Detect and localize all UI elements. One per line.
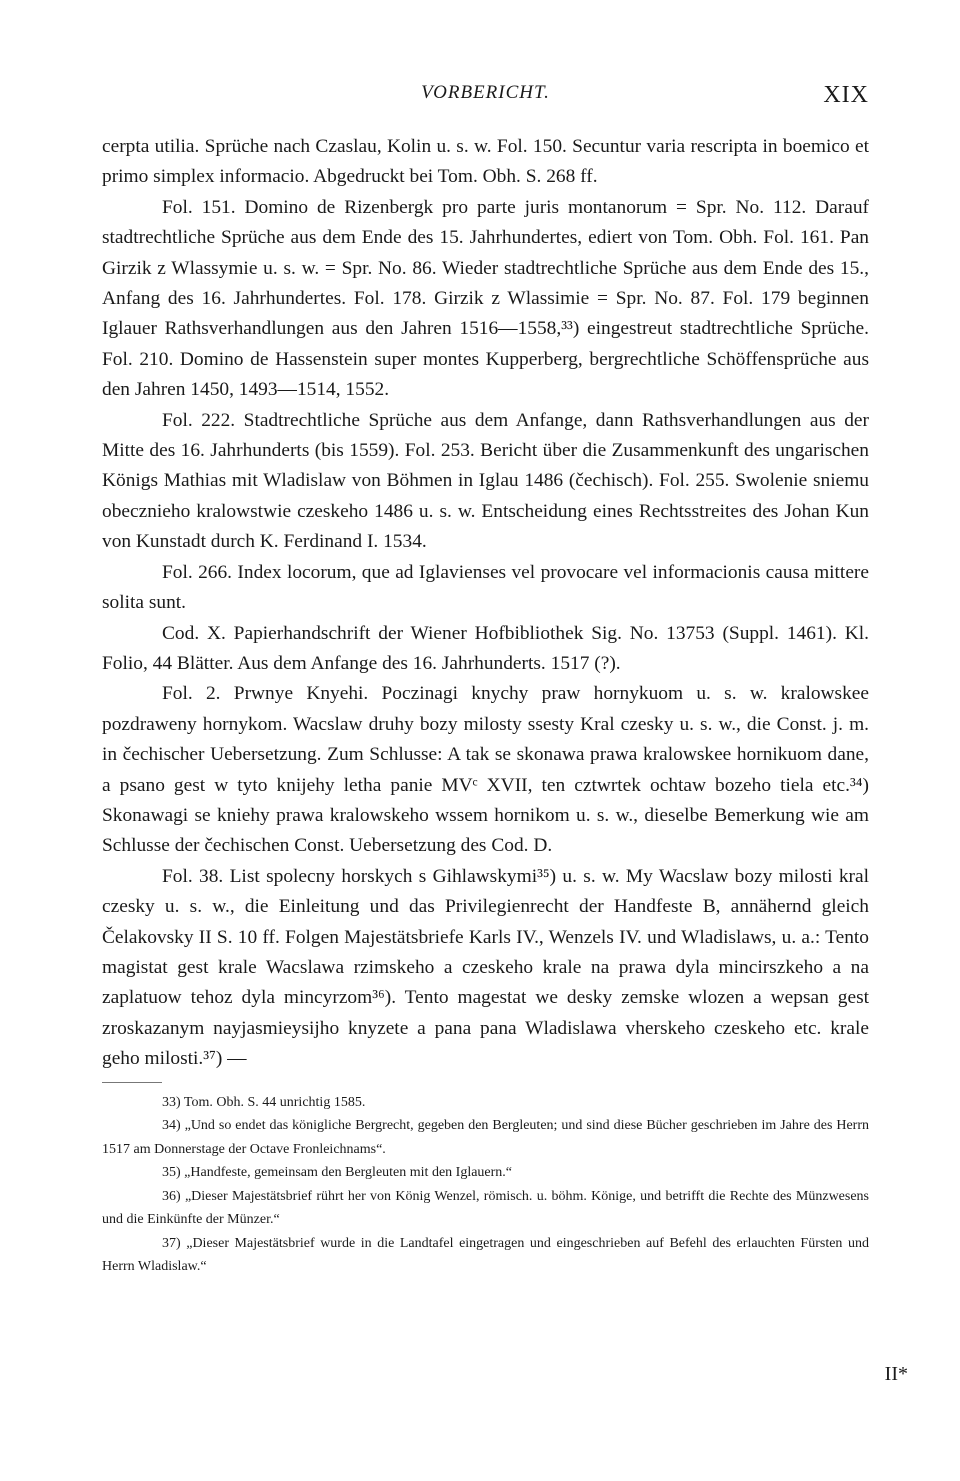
paragraph: Fol. 38. List spolecny horskych s Gihlawskymi³⁵) u. s. w. My Wacslaw bozy milosti kral czesky u. s. w., die Einleitung und das Privilegienrecht der Handfeste B, annähernd gleich Čelakovsky II S. 10 ff. Folgen Majestätsbriefe Karls IV., Wenzels IV. und Wladislaws, u. a.: Tento magistat gest krale Wacslawa rzimskeho a czeskeho krale na prawa dyla mincirszkeho a na zaplatuow tehoz dyla mincyrzom³⁶). Tento magestat we desky zemske wlozen a wepsan gest zroskazanym nayjasmieysijho knyzete a pana pana Wladislawa vherskeho czeskeho etc. krale geho milosti.³⁷) — (102, 865, 869, 1070)
footnotes (102, 1091, 869, 1279)
paragraph: Fol. 151. Domino de Rizenbergk pro parte juris montanorum = Spr. No. 112. Darauf stadtrechtliche Sprüche aus dem Ende des 15. Jahrhundertes, ediert von Tom. Obh. Fol. 161. Pan Girzik z Wlassymie u. s. w. = Spr. No. 86. Wieder stadtrechtliche Sprüche aus dem Ende des 15., Anfang des 16. Jahrhundertes. Fol. 178. Girzik z Wlassimie = Spr. No. 87. Fol. 179 beginnen Iglauer Rathsverhandlungen aus den Jahren 1516—1558,³³) eingestreut stadtrechtliche Sprüche. Fol. 210. Domino de Hassenstein super montes Kupperberg, bergrechtliche Schöffensprüche aus den Jahren 1450, 1493—1514, 1552. (102, 196, 869, 401)
paragraph: Fol. 266. Index locorum, que ad Iglavienses vel provocare vel informacionis causa mittere solita sunt. (102, 561, 869, 614)
paragraph: Fol. 2. Prwnye Knyehi. Poczinagi knychy praw hornykuom u. s. w. kralowskee pozdraweny hornykom. Wacslaw druhy bozy milosty ssesty Kral czesky u. s. w., die Const. j. m. in čechischer Uebersetzung. Zum Schlusse: A tak se skonawa prawa kralowskee hornikuom dane, a psano gest w tyto knijehy letha panie MVᶜ XVII, ten cztwrtek ochtaw bozeho tiela etc.³⁴) Skonawagi se kniehy prawa kralowskeho wssem hornikom u. s. w., dieselbe Bemerkung wie am Schlusse der čechischen Const. Uebersetzung des Cod. D. (102, 683, 869, 857)
footnote: 34) „Und so endet das königliche Bergrecht, gegeben den Bergleuten; und sind diese Bücher geschrieben im Jahre des Herrn 1517 am Donnerstage der Octave Fronleichnams“. (102, 1118, 869, 1157)
running-title: VORBERICHT. (421, 82, 550, 103)
paragraph: Fol. 222. Stadtrechtliche Sprüche aus dem Anfange, dann Rathsverhandlungen aus der Mitte des 16. Jahrhunderts (bis 1559). Fol. 253. Bericht über die Zusammenkunft des ungarischen Königs Mathias mit Wladislaw von Böhmen in Iglau 1486 (čechisch). Fol. 255. Swolenie sniemu obecznieho kralowstwie czeskeho 1486 u. s. w. Entscheidung eines Rechtsstreites des Johan Kun von Kunstadt durch K. Ferdinand I. 1534. (102, 409, 869, 553)
signature-mark: II* (884, 1363, 908, 1385)
body-text (102, 132, 869, 1075)
footnote: 37) „Dieser Majestätsbrief wurde in die Landtafel eingetragen und eingeschrieben auf Befehl des erlauchten Fürsten und Herrn Wladislaw.“ (102, 1235, 869, 1275)
footnote: 33) Tom. Obh. S. 44 unrichtig 1585. (162, 1094, 366, 1110)
page (102, 76, 869, 1279)
footnote: 35) „Handfeste, gemeinsam den Bergleuten mit den Iglauern.“ (162, 1165, 513, 1181)
page-number: XIX (823, 82, 869, 108)
footnote-separator (102, 1082, 162, 1083)
page-header (102, 76, 869, 116)
paragraph: Cod. X. Papierhandschrift der Wiener Hofbibliothek Sig. No. 13753 (Suppl. 1461). Kl. Folio, 44 Blätter. Aus dem Anfange des 16. Jahrhunderts. 1517 (?). (102, 622, 869, 674)
paragraph: cerpta utilia. Sprüche nach Czaslau, Kolin u. s. w. Fol. 150. Secuntur varia rescripta in boemico et primo simplex informacio. Abgedruckt bei Tom. Obh. S. 268 ff. (102, 136, 869, 188)
footnote: 36) „Dieser Majestätsbrief rührt her von König Wenzel, römisch. u. böhm. Könige, und betrifft die Rechte des Münzwesens und die Einkünfte der Münzer.“ (102, 1188, 869, 1228)
